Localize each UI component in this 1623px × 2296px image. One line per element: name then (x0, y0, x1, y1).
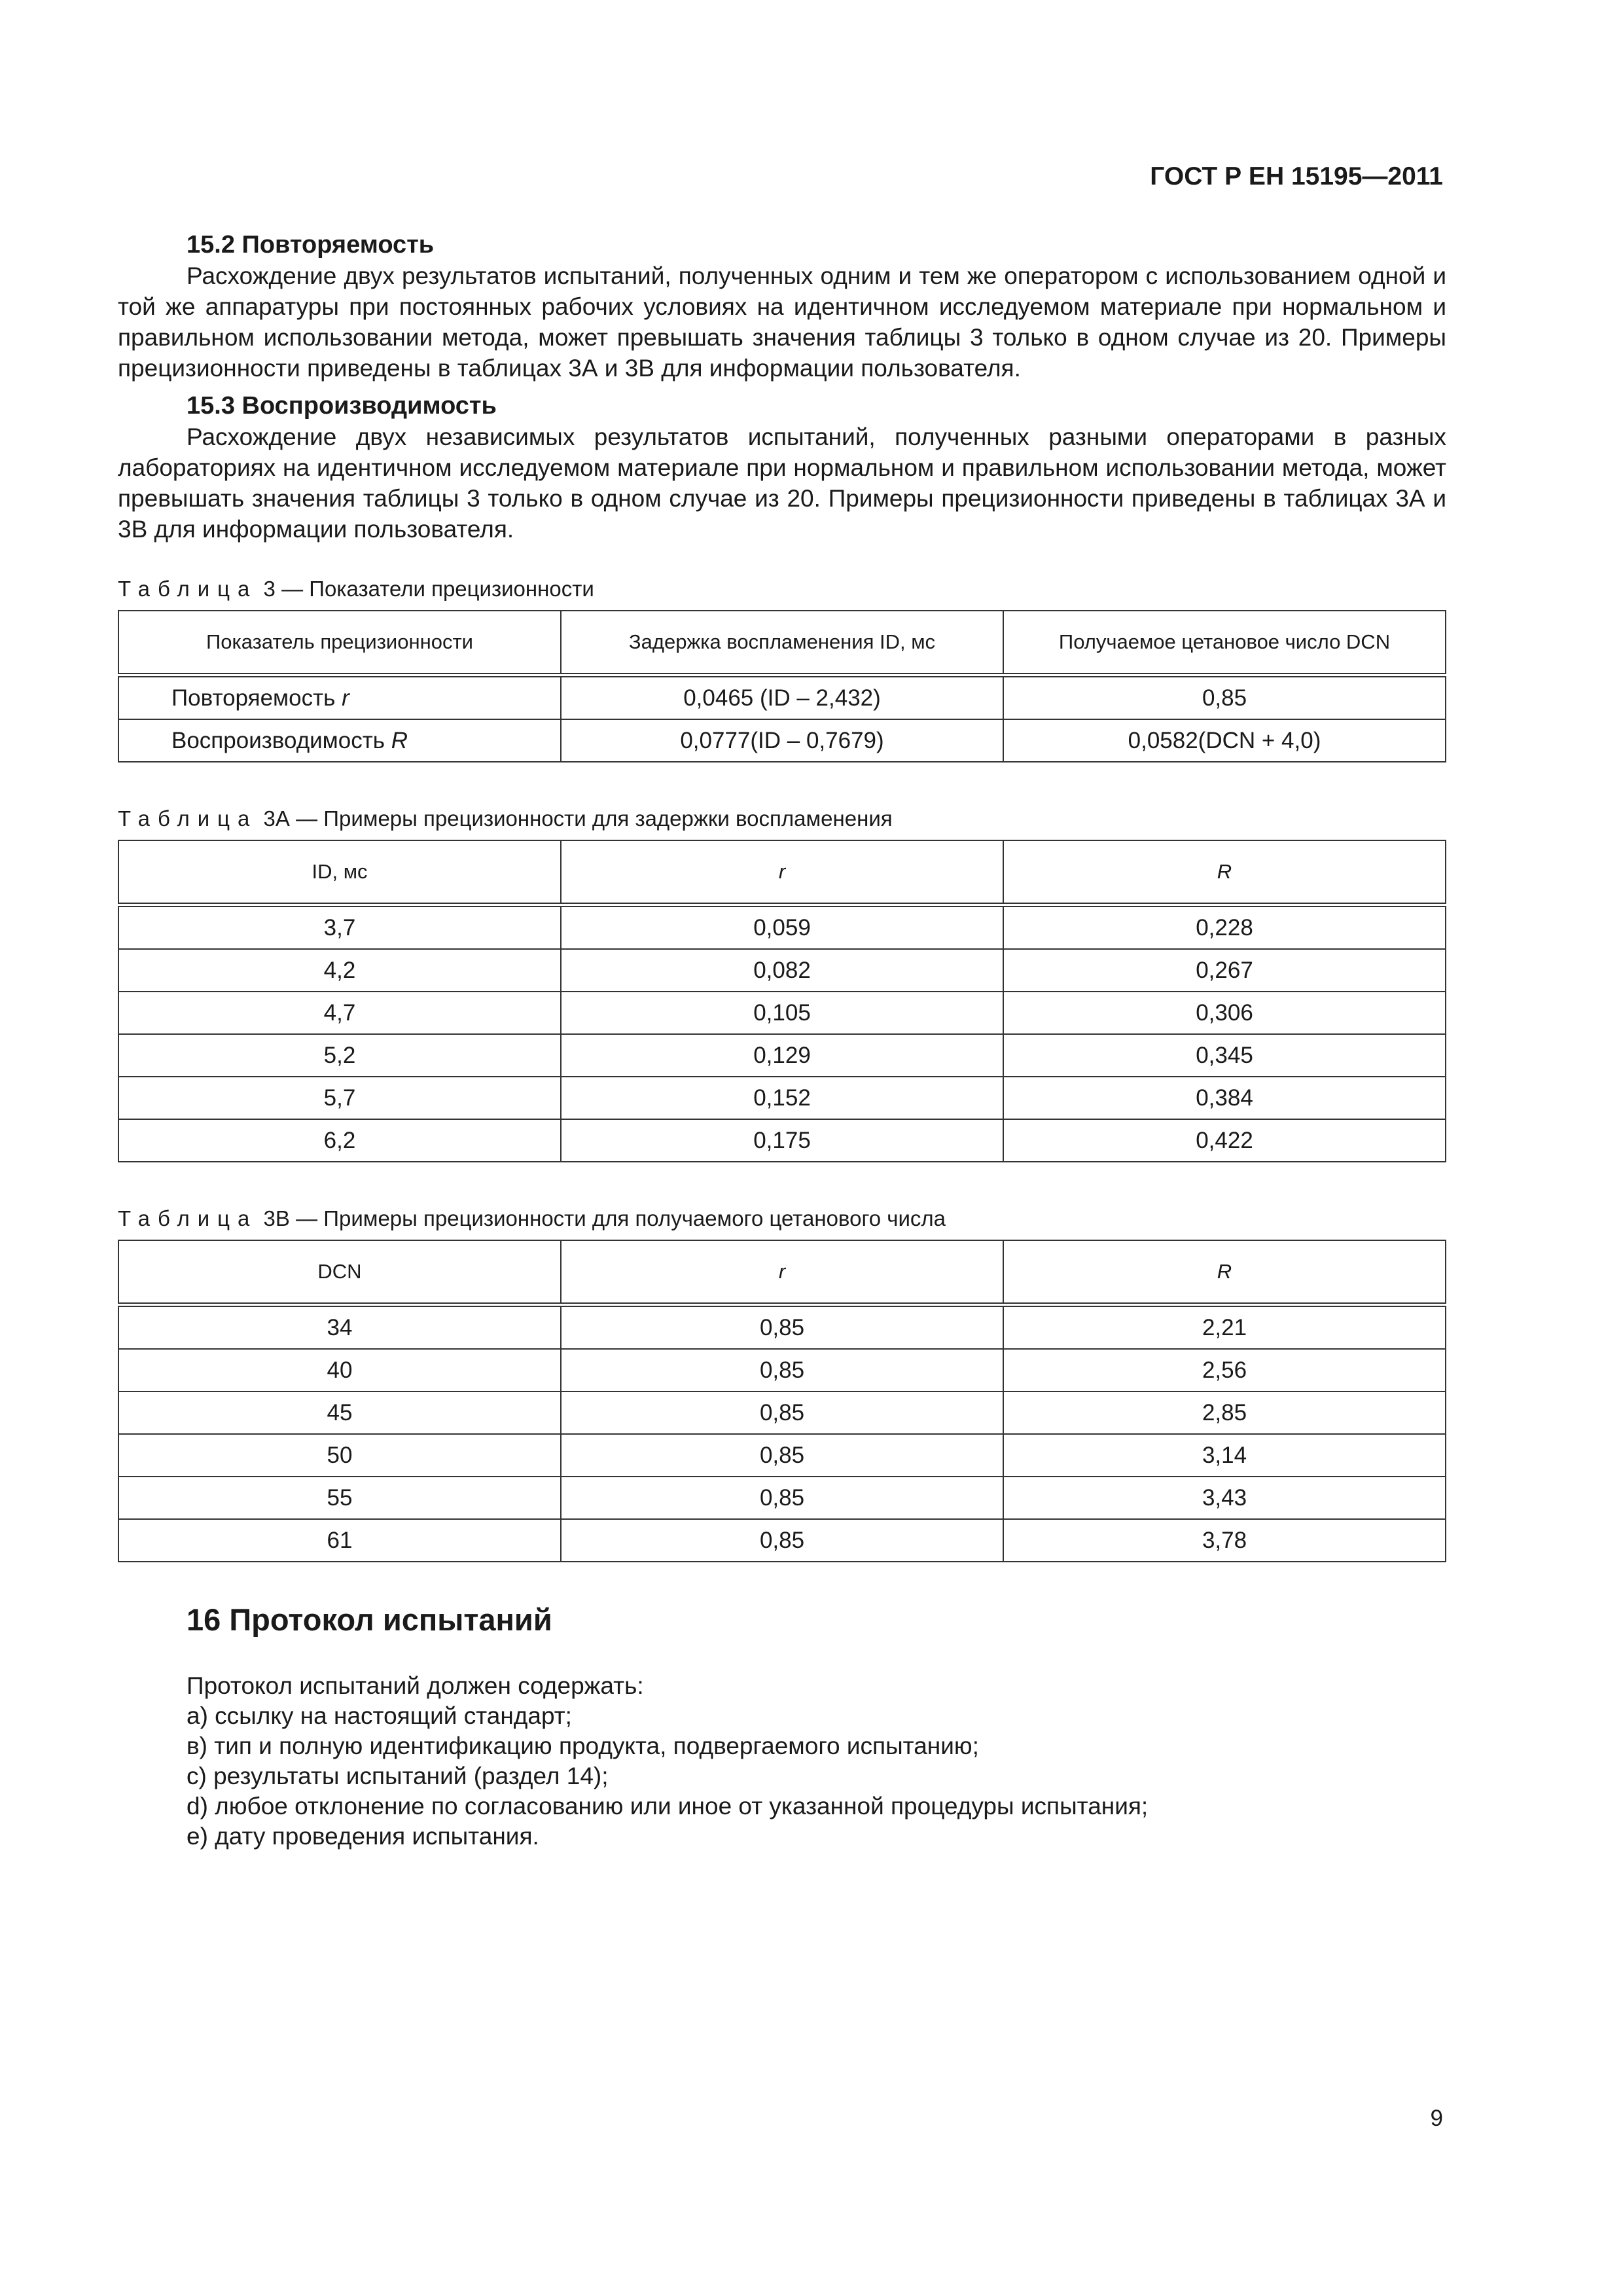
table-cell (118, 675, 561, 720)
table-cell: 0,129 (561, 1034, 1003, 1077)
table-cell: 0,152 (561, 1077, 1003, 1119)
document-id: ГОСТ Р ЕН 15195—2011 (1150, 162, 1443, 190)
table-row (118, 1119, 1446, 1162)
table-row (118, 1349, 1446, 1391)
table-cell: 0,082 (561, 949, 1003, 992)
table-row (118, 719, 1446, 762)
table-cell: 0,175 (561, 1119, 1003, 1162)
table-3a-caption-word: Таблица (118, 806, 258, 831)
table-cell: 40 (118, 1349, 561, 1391)
section-16-heading: 16 Протокол испытаний (187, 1602, 552, 1637)
table-cell: 0,267 (1003, 949, 1446, 992)
table-cell: 0,105 (561, 992, 1003, 1034)
table-cell: 5,2 (118, 1034, 561, 1077)
table-cell: 3,7 (118, 905, 561, 950)
table-row (118, 905, 1446, 950)
section-15-2-text: Расхождение двух результатов испытаний, полученных одним и тем же оператором с использованием одной и той же аппаратуры при постоянных рабочих условиях на идентичном исследуемом материале при нормальном и правильном использовании метода, может превышать значения таблицы 3 только в одном случае из 20. Примеры прецизионности приведены в таблицах 3А и 3В для информации пользователя. (118, 262, 1446, 382)
table-header-row (118, 1240, 1446, 1305)
table-3-caption (118, 576, 1446, 602)
table-cell: 0,85 (561, 1391, 1003, 1434)
column-header: Показатель прецизионности (118, 611, 561, 675)
table-cell: 6,2 (118, 1119, 561, 1162)
section-16-intro: Протокол испытаний должен содержать: (187, 1672, 644, 1699)
list-item: е) дату проведения испытания. (187, 1823, 539, 1850)
table-cell: 0,0777(ID – 0,7679) (561, 719, 1003, 762)
indicator-name: Воспроизводимость (171, 727, 391, 753)
table-header-row (118, 840, 1446, 905)
table-cell: 0,85 (561, 1434, 1003, 1477)
page-content (118, 229, 1446, 1852)
table-cell: 50 (118, 1434, 561, 1477)
table-cell: 0,0465 (ID – 2,432) (561, 675, 1003, 720)
table-cell: 0,422 (1003, 1119, 1446, 1162)
table-cell: 0,384 (1003, 1077, 1446, 1119)
table-cell: 0,85 (561, 1305, 1003, 1350)
table-row (118, 1305, 1446, 1350)
table-3b-caption (118, 1206, 1446, 1232)
indicator-name: Повторяемость (171, 685, 342, 711)
table-cell: 4,7 (118, 992, 561, 1034)
table-cell: 0,85 (561, 1349, 1003, 1391)
column-header: ID, мс (118, 840, 561, 905)
table-cell: 2,85 (1003, 1391, 1446, 1434)
table-row (118, 1034, 1446, 1077)
table-cell: 0,228 (1003, 905, 1446, 950)
list-item: с) результаты испытаний (раздел 14); (187, 1763, 609, 1789)
table-cell: 0,345 (1003, 1034, 1446, 1077)
table-header-row (118, 611, 1446, 675)
table-cell: 0,85 (1003, 675, 1446, 720)
list-item: а) ссылку на настоящий стандарт; (187, 1702, 572, 1729)
table-cell: 5,7 (118, 1077, 561, 1119)
table-cell: 3,78 (1003, 1519, 1446, 1562)
table-3b-caption-word: Таблица (118, 1206, 258, 1230)
table-cell: 3,43 (1003, 1477, 1446, 1519)
column-header: DCN (118, 1240, 561, 1305)
table-cell: 0,85 (561, 1519, 1003, 1562)
section-15-3-heading: 15.3 Воспроизводимость (187, 392, 497, 420)
table-row (118, 1391, 1446, 1434)
page-number: 9 (1430, 2106, 1443, 2131)
table-3a (118, 840, 1446, 1162)
column-header: R (1003, 1240, 1446, 1305)
table-3b-caption-rest: 3В — Примеры прецизионности для получаемого цетанового числа (257, 1206, 946, 1230)
table-cell: 0,85 (561, 1477, 1003, 1519)
table-cell: 4,2 (118, 949, 561, 992)
table-3-caption-rest: 3 — Показатели прецизионности (257, 577, 594, 601)
table-cell: 2,21 (1003, 1305, 1446, 1350)
table-row (118, 1519, 1446, 1562)
column-header: Получаемое цетановое число DCN (1003, 611, 1446, 675)
table-cell: 0,0582(DCN + 4,0) (1003, 719, 1446, 762)
list-item: в) тип и полную идентификацию продукта, подвергаемого испытанию; (187, 1732, 979, 1759)
table-row (118, 675, 1446, 720)
column-header: r (561, 1240, 1003, 1305)
section-15-3-text: Расхождение двух независимых результатов испытаний, полученных разными операторами в разных лабораториях на идентичном исследуемом материале при нормальном и правильном использовании метода, может превышать значения таблицы 3 только в одном случае из 20. Примеры прецизионности приведены в таблицах 3А и 3В для информации пользователя. (118, 423, 1446, 543)
indicator-symbol: R (391, 727, 408, 753)
column-header: r (561, 840, 1003, 905)
table-row (118, 1477, 1446, 1519)
table-3 (118, 610, 1446, 762)
table-cell: 2,56 (1003, 1349, 1446, 1391)
table-cell: 55 (118, 1477, 561, 1519)
table-3-caption-word: Таблица (118, 577, 258, 601)
table-cell (118, 719, 561, 762)
list-item: d) любое отклонение по согласованию или иное от указанной процедуры испытания; (187, 1793, 1149, 1820)
table-row (118, 1077, 1446, 1119)
table-cell: 0,306 (1003, 992, 1446, 1034)
table-row (118, 1434, 1446, 1477)
section-15-2-heading: 15.2 Повторяемость (187, 231, 435, 259)
table-cell: 45 (118, 1391, 561, 1434)
table-row (118, 949, 1446, 992)
table-3a-caption-rest: 3А — Примеры прецизионности для задержки воспламенения (257, 806, 893, 831)
column-header: Задержка воспламенения ID, мс (561, 611, 1003, 675)
indicator-symbol: r (342, 685, 349, 711)
table-cell: 34 (118, 1305, 561, 1350)
protocol-list (118, 1701, 1446, 1852)
table-3a-caption (118, 806, 1446, 832)
column-header: R (1003, 840, 1446, 905)
table-row (118, 992, 1446, 1034)
table-cell: 0,059 (561, 905, 1003, 950)
table-3b (118, 1240, 1446, 1562)
table-cell: 61 (118, 1519, 561, 1562)
table-cell: 3,14 (1003, 1434, 1446, 1477)
